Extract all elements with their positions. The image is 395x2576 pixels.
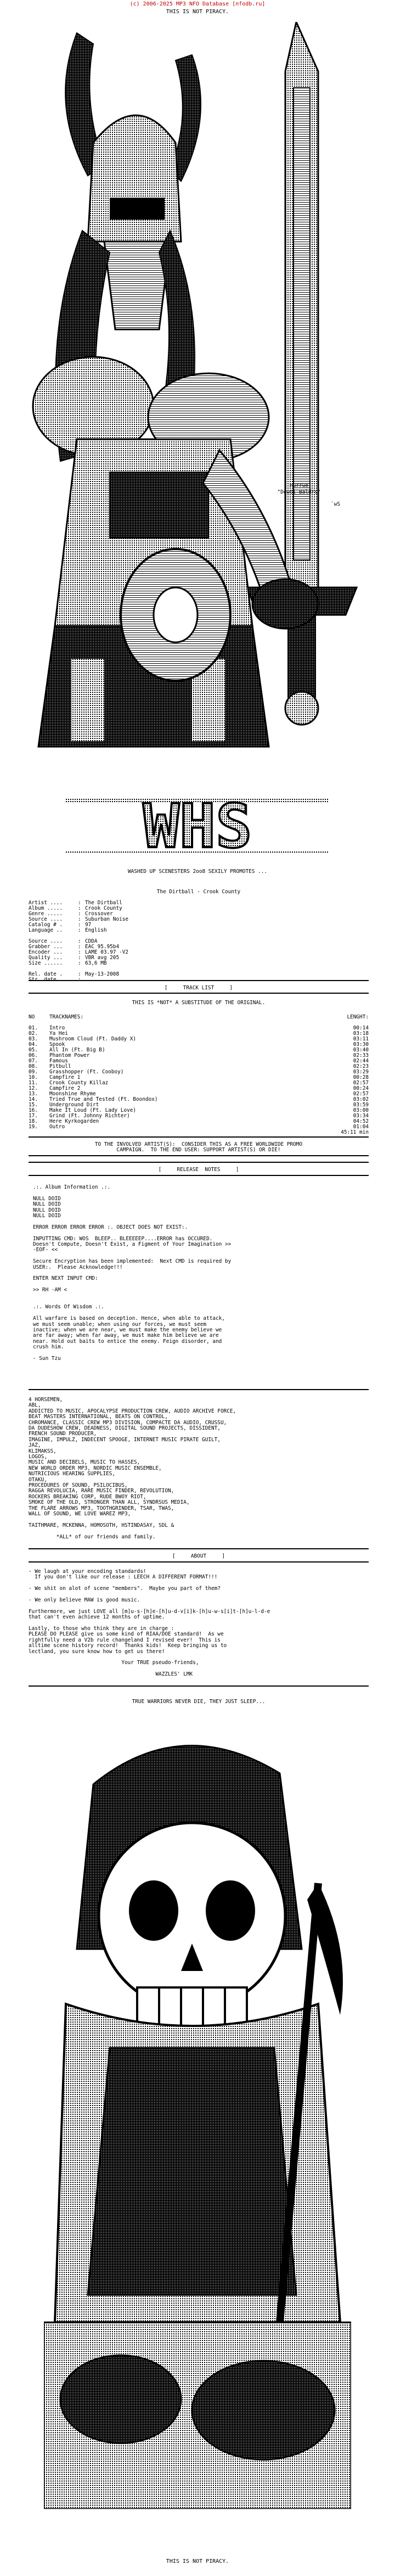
about-line: rightfully need a V2b rule changeland I revised ever! This is (29, 1637, 221, 1643)
greet-line: LOGOS, (29, 1454, 47, 1460)
track-name: Phantom Power (49, 1052, 90, 1059)
about-line: - We shit on alot of scene "members". Maybe you part of them? (29, 1586, 221, 1592)
promo-line-1: TO THE INVOLVED ARTIST(S): CONSIDER THIS AS A FREE WORLDWIDE PROMO (94, 1141, 303, 1147)
notes-line: we must seem unable; when using our forces, we must seem (33, 1321, 207, 1328)
info-label: Source .... (29, 938, 63, 944)
info-label: Rel. date . (29, 971, 63, 977)
logo-lettering: WHS (143, 791, 252, 861)
info-separator: : (78, 938, 81, 944)
track-number: 04. (29, 1041, 38, 1048)
track-name: Here Kyrkogarden (49, 1118, 99, 1124)
notes-line: are far away; when far away, we must make him believe we are (33, 1332, 219, 1339)
col-header-name: TRACKNAMES: (49, 1014, 84, 1020)
greet-line: FRENCH SOUND PRODUCER, (29, 1431, 97, 1437)
notes-line: NULL DOID (33, 1207, 61, 1213)
info-separator: : (78, 949, 81, 955)
track-number: 15. (29, 1102, 38, 1108)
info-label: Grabber ... (29, 944, 63, 950)
track-name: Spook (49, 1041, 65, 1048)
notes-line: NULL DOID (33, 1195, 61, 1202)
info-label: Artist .... (29, 900, 63, 906)
info-separator: : (78, 911, 81, 917)
info-value: 97 (85, 922, 92, 928)
divider (29, 1685, 369, 1687)
notes-line: NULL DOID (33, 1201, 61, 1208)
track-length: 03:29 (353, 1069, 369, 1075)
notes-line: Doesn't Compute, Doesn't Exist, a Figment of Your Imagination >> (33, 1241, 232, 1247)
info-separator: : (78, 977, 81, 983)
tracklist-heading: [ TRACK LIST ] (164, 985, 233, 991)
track-length: 03:34 (353, 1113, 369, 1119)
notes-line: USER:. Please Acknowledge!!! (33, 1264, 123, 1270)
notes-line: NULL DOID (33, 1213, 61, 1219)
track-number: 10. (29, 1074, 38, 1080)
divider (29, 1162, 369, 1163)
info-separator: : (78, 900, 81, 906)
track-length: 02:57 (353, 1080, 369, 1086)
track-number: 12. (29, 1085, 38, 1091)
info-value: LAME 03.97 -V2 (85, 949, 129, 955)
tracklist-tagline: THIS IS *NOT* A SUBSTITUDE OF THE ORIGINAL. (132, 1000, 266, 1006)
divider (29, 1155, 369, 1156)
info-separator: : (78, 960, 81, 966)
track-length: 03:18 (353, 1031, 369, 1037)
info-label: Catalog # . (29, 922, 63, 928)
greet-line: NUTRICIOUS HEARING SUPPLIES, (29, 1471, 116, 1477)
track-number: 08. (29, 1063, 38, 1069)
track-number: 05. (29, 1047, 38, 1053)
notes-line: .:. Album Information .:. (33, 1184, 111, 1190)
track-length: 02:57 (353, 1091, 369, 1097)
greet-line: SMOKE OF THE OLD, STRONGER THAN ALL, SYNDRSUS MEDIA, (29, 1499, 190, 1506)
info-label: Quality ... (29, 955, 63, 961)
promo-line-2: CAMPAIGN. TO THE END USER: SUPPORT ARTIST(S) OR DIE! (116, 1147, 281, 1153)
info-label: Album ..... (29, 905, 63, 911)
warrior-artwork (11, 22, 362, 780)
track-length: 03:11 (353, 1036, 369, 1042)
info-value: May-13-2008 (85, 971, 120, 977)
info-label: Genre ..... (29, 911, 63, 917)
track-length: 03:59 (353, 1102, 369, 1108)
notes-line: All warfare is based on deception. Hence, when able to attack, (33, 1315, 225, 1322)
about-line: Your TRUE pseudo-friends, (29, 1660, 199, 1666)
greet-line: JAZ, (29, 1442, 41, 1449)
track-name: Underground Dirt (49, 1102, 99, 1108)
greet-line: ABL, (29, 1402, 41, 1409)
info-separator: : (78, 955, 81, 961)
info-value: English (85, 927, 107, 933)
greet-line: WALL OF SOUND, WE LOVE WAREZ MP3, (29, 1511, 131, 1517)
total-length: 45:11 min (341, 1129, 369, 1135)
warrior-caption-1: Hurrue (290, 483, 308, 489)
track-number: 14. (29, 1096, 38, 1102)
greet-line: BEAT MASTERS INTERNATIONAL, BEATS ON CONTROL, (29, 1414, 168, 1420)
track-number: 13. (29, 1091, 38, 1097)
track-name: Mushroom Cloud (Ft. Daddy X) (49, 1036, 137, 1042)
info-label: Source .... (29, 916, 63, 922)
track-number: 19. (29, 1124, 38, 1130)
whs-logo (66, 788, 329, 865)
track-name: Famous (49, 1058, 68, 1064)
greet-line: MUSIC AND DECIBELS, MUSIC TO HASSES, (29, 1459, 140, 1466)
info-label: Size ...... (29, 960, 63, 966)
notes-line: INPUTTING CMD: WOS BLEEP.. BLEEEEEP....ERROR has OCCURED. (33, 1235, 213, 1242)
col-header-length: LENGHT: (347, 1014, 369, 1020)
divider (29, 980, 369, 981)
track-name: Campfire 1 (49, 1074, 81, 1080)
track-length: 02:33 (353, 1052, 369, 1059)
info-value: 63,6 MB (85, 960, 107, 966)
track-length: 04:52 (353, 1118, 369, 1124)
warrior-caption-3: `wS (331, 501, 340, 507)
notes-line: ENTER NEXT INPUT CMD: (33, 1275, 98, 1282)
track-length: 02:23 (353, 1063, 369, 1069)
track-number: 18. (29, 1118, 38, 1124)
skull-warrior-artwork (44, 1718, 351, 2509)
info-label: Language .. (29, 927, 63, 933)
track-length: 00:24 (353, 1085, 369, 1091)
info-separator: : (78, 916, 81, 922)
track-name: Crook County Killaz (49, 1080, 109, 1086)
greet-line: *ALL* of our friends and family. (29, 1533, 156, 1540)
notes-line: - Sun Tzu (33, 1356, 61, 1362)
divider (29, 1389, 369, 1390)
greet-line: DA DUDESHOW CREW, DEADNESS, DIGITAL SOUND PROJECTS, DISSIDENT, (29, 1425, 221, 1431)
track-name: All In (Ft. Big B) (49, 1047, 105, 1053)
about-line: - We laugh at your encoding standards! (29, 1569, 146, 1575)
track-length: 01:04 (353, 1124, 369, 1130)
track-name: Grasshopper (Ft. Cooboy) (49, 1069, 124, 1075)
notes-line: ERROR ERROR ERROR ERROR :. OBJECT DOES NOT EXIST:. (33, 1224, 188, 1230)
track-length: 03:30 (353, 1041, 369, 1048)
warriors-line: TRUE WARRIORS NEVER DIE, THEY JUST SLEEP... (132, 1699, 266, 1705)
database-notice[interactable]: (c) 2006-2025 MP3 NFO Database [nfodb.ru] (129, 1, 266, 7)
notes-line: inactive; when we are near, we must make the enemy believe we (33, 1327, 222, 1333)
track-name: Make It Loud (Ft. Lady Love) (49, 1107, 137, 1113)
about-line: PLEASE DO PLEASE give us some kind of RIAA/DOE standard! As we (29, 1631, 224, 1638)
track-number: 03. (29, 1036, 38, 1042)
track-number: 09. (29, 1069, 38, 1075)
greet-line: TAITHMARE, MCKENNA, HOMOSOTH, HSTINDASAY, SDL & (29, 1522, 174, 1528)
info-separator: : (78, 905, 81, 911)
notes-line: .:. Words Of Wisdom .:. (33, 1304, 104, 1311)
track-length: 00:14 (353, 1025, 369, 1031)
greet-line: ADDICTED TO MUSIC, APOCALYPSE PRODUCTION CREW, AUDIO ARCHIVE FORCE, (29, 1408, 236, 1414)
info-separator: : (78, 944, 81, 950)
track-length: 00:28 (353, 1074, 369, 1080)
info-value: CDDA (85, 938, 98, 944)
track-name: Moonshine Rhyme (49, 1091, 96, 1097)
greet-line: CHROMANCE, CLASSIC CREW MP3 DIVISION, COMPACTE DA AUDIO, CRUSSU, (29, 1419, 227, 1426)
info-value: Suburban Noise (85, 916, 129, 922)
about-line: If you don't like our release : LEECH A DIFFERENT FORMAT!!! (29, 1574, 218, 1581)
logo-subtitle: WASHED UP SCENESTERS 2oo8 SEXILY PROMOTES ... (128, 869, 267, 875)
info-value: Crook County (85, 905, 122, 911)
track-number: 01. (29, 1025, 38, 1031)
track-name: Campfire 2 (49, 1085, 81, 1091)
piracy-notice-bottom: THIS IS NOT PIRACY. (166, 2558, 229, 2564)
greet-line: NEW WORLD ORDER MP3, NORDIC MUSIC ENSEMBLE, (29, 1465, 162, 1471)
track-number: 02. (29, 1031, 38, 1037)
about-line: WAZZLES' LMK (29, 1671, 193, 1678)
about-line: Lastly, to those who think they are in charge : (29, 1626, 174, 1632)
track-number: 17. (29, 1113, 38, 1119)
divider (29, 1561, 369, 1563)
greet-line: 4 HORSEMEN, (29, 1397, 63, 1403)
track-number: 07. (29, 1058, 38, 1064)
track-number: 06. (29, 1052, 38, 1059)
greet-line: OTAKU, (29, 1476, 47, 1483)
info-value: Crossover (85, 911, 113, 917)
divider (29, 993, 369, 994)
track-name: Ya Hei (49, 1031, 68, 1037)
track-number: 16. (29, 1107, 38, 1113)
about-line: Furthermore, we just LOVE all [m]u-s-[h]e-[h]u-d-v[i]k-[h]u-w-s[i]t-[h]u-l-d-e (29, 1608, 270, 1615)
info-value: The Dirtball (85, 900, 122, 906)
notes-line: near. Hold out baits to entice the enemy. Feign disorder, and (33, 1338, 222, 1345)
notes-line: crush him. (33, 1344, 64, 1351)
track-length: 03:02 (353, 1096, 369, 1102)
info-value: EAC 95.95b4 (85, 944, 120, 950)
divider (29, 1548, 369, 1549)
greet-line: THE FLARE ARROWS MP3, TOOTHGRINDER, TSAR, TWAS, (29, 1505, 174, 1511)
track-name: Outro (49, 1124, 65, 1130)
track-name: Grind (Ft. Johnny Richter) (49, 1113, 130, 1119)
info-separator: : (78, 922, 81, 928)
piracy-notice-top: THIS IS NOT PIRACY. (166, 9, 229, 15)
divider (29, 1175, 369, 1176)
info-separator: : (78, 927, 81, 933)
track-number: 11. (29, 1080, 38, 1086)
info-separator: : (78, 971, 81, 977)
track-name: Pitbull (49, 1063, 71, 1069)
notes-line: -EOF- << (33, 1247, 58, 1253)
info-label: Str. date . (29, 977, 63, 983)
track-name: Tried True and Tested (Ft. Boondox) (49, 1096, 158, 1102)
notes-line: Secure Encryption has been implemented: Next CMD is required by (33, 1258, 232, 1265)
about-line: alltime scene history record! Thanks kids! Keep bringing us to (29, 1643, 227, 1649)
track-length: 02:44 (353, 1058, 369, 1064)
notes-line: >> RH -AM < (33, 1287, 67, 1293)
notes-heading: [ RELEASE NOTES ] (158, 1167, 239, 1173)
greet-line: IMAGINE, IMPULZ, INDECENT SPOOGE, INTERNET MUSIC PIRATE GUILT, (29, 1436, 221, 1443)
divider (29, 1136, 369, 1138)
about-line: - We only believe MAW is good music. (29, 1597, 140, 1603)
track-length: 03:40 (353, 1047, 369, 1053)
info-value: VBR avg 205 (85, 955, 120, 961)
warrior-caption-2: "Dowdl Baldrs" (277, 489, 321, 495)
about-line: that can't even achieve 12 months of uptime. (29, 1614, 165, 1621)
info-label: Encoder ... (29, 949, 63, 955)
greet-line: RAGGA REVOLUCIA, RARE MUSIC FINDER, REVOLUTION, (29, 1488, 174, 1494)
release-title: The Dirtball - Crook County (156, 889, 241, 895)
greet-line: ROCKERS BREAKING CORP, RUDE BWOY RIOT, (29, 1493, 146, 1500)
col-header-no: NO (29, 1014, 35, 1020)
track-name: Intro (49, 1025, 65, 1031)
track-length: 03:00 (353, 1107, 369, 1113)
greet-line: PROCEDURES OF SOUND, PSILOCIBUS, (29, 1482, 128, 1488)
greet-line: KLIMAKSS, (29, 1448, 57, 1454)
about-line: lectland, you sure know how to get us there! (29, 1648, 165, 1655)
about-heading: [ ABOUT ] (172, 1553, 225, 1559)
